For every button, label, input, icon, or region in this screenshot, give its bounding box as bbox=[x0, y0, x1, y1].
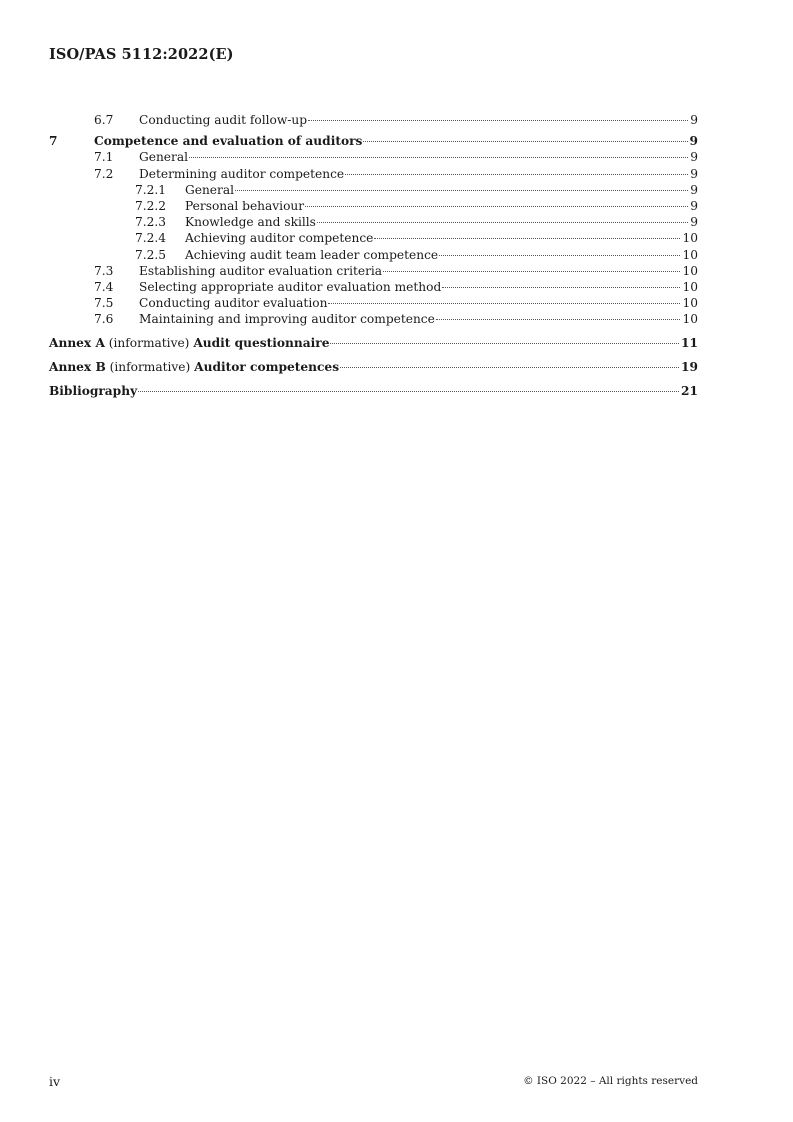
toc-title: Achieving auditor competence bbox=[185, 231, 374, 246]
toc-title: Personal behaviour bbox=[185, 198, 305, 213]
toc-page: 10 bbox=[682, 312, 698, 327]
toc-title bbox=[49, 359, 339, 375]
toc-page: 10 bbox=[682, 247, 698, 262]
toc-number: 7.2.2 bbox=[135, 198, 167, 213]
toc-entry-bibliography[interactable] bbox=[49, 383, 698, 400]
toc-entry-7-3[interactable] bbox=[49, 263, 698, 279]
dot-leader bbox=[138, 391, 679, 392]
toc-entry-7-6[interactable] bbox=[49, 311, 698, 327]
toc-title: General bbox=[185, 182, 234, 197]
toc-page: 9 bbox=[690, 150, 698, 165]
toc-page: 9 bbox=[690, 113, 698, 127]
toc-title bbox=[49, 383, 137, 399]
dot-leader bbox=[328, 303, 680, 304]
bibliography-title: Bibliography bbox=[49, 384, 138, 399]
toc-number: 6.7 bbox=[94, 113, 114, 127]
toc-page: 9 bbox=[690, 182, 698, 197]
annex-type: (informative) bbox=[109, 360, 191, 375]
toc-page: 9 bbox=[689, 134, 698, 149]
toc-page: 10 bbox=[682, 279, 698, 294]
toc-entry-7-1[interactable] bbox=[49, 149, 698, 165]
dot-leader bbox=[340, 367, 679, 368]
toc-entry-7-4[interactable] bbox=[49, 279, 698, 295]
toc-number: 7.6 bbox=[94, 312, 114, 327]
table-of-contents bbox=[49, 112, 698, 400]
toc-page: 9 bbox=[690, 198, 698, 213]
toc-entry-7-2-3[interactable] bbox=[49, 214, 698, 230]
toc-title: Competence and evaluation of auditors bbox=[94, 134, 363, 149]
toc-title bbox=[49, 335, 329, 351]
toc-entry-6-7[interactable] bbox=[49, 112, 698, 128]
toc-page: 19 bbox=[681, 360, 698, 375]
toc-number: 7.2.1 bbox=[135, 182, 167, 197]
dot-leader bbox=[345, 174, 688, 175]
annex-title: Auditor competences bbox=[194, 360, 340, 375]
document-id-header: ISO/PAS 5112:2022(E) bbox=[49, 46, 234, 63]
dot-leader bbox=[308, 120, 688, 121]
toc-page: 11 bbox=[681, 336, 698, 351]
toc-entry-7-2[interactable] bbox=[49, 166, 698, 182]
dot-leader bbox=[363, 141, 687, 142]
toc-number: 7.5 bbox=[94, 296, 114, 311]
toc-page: 9 bbox=[690, 215, 698, 230]
toc-page: 10 bbox=[682, 296, 698, 311]
toc-title: General bbox=[139, 150, 188, 165]
dot-leader bbox=[439, 255, 680, 256]
toc-page: 10 bbox=[682, 263, 698, 278]
toc-page: 10 bbox=[682, 231, 698, 246]
annex-type: (informative) bbox=[108, 336, 190, 351]
toc-entry-7-5[interactable] bbox=[49, 295, 698, 311]
toc-number: 7.2.3 bbox=[135, 215, 167, 230]
annex-label: Annex B bbox=[49, 360, 106, 375]
dot-leader bbox=[330, 343, 679, 344]
toc-number: 7.2 bbox=[94, 166, 114, 181]
dot-leader bbox=[235, 190, 688, 191]
footer-copyright: © ISO 2022 – All rights reserved bbox=[523, 1075, 698, 1087]
toc-entry-annex-b[interactable] bbox=[49, 359, 698, 376]
toc-title: Achieving audit team leader competence bbox=[185, 247, 439, 262]
annex-title: Audit questionnaire bbox=[193, 336, 330, 351]
toc-page: 21 bbox=[681, 384, 698, 399]
footer-page-number: iv bbox=[49, 1074, 61, 1089]
dot-leader bbox=[189, 157, 688, 158]
toc-entry-7[interactable] bbox=[49, 133, 698, 149]
toc-number: 7.1 bbox=[94, 150, 114, 165]
toc-entry-7-2-4[interactable] bbox=[49, 230, 698, 246]
annex-label: Annex A bbox=[49, 336, 105, 351]
toc-title: Knowledge and skills bbox=[185, 215, 316, 230]
toc-number: 7.2.4 bbox=[135, 231, 167, 246]
dot-leader bbox=[383, 271, 680, 272]
toc-title: Conducting auditor evaluation bbox=[139, 296, 328, 311]
toc-page: 9 bbox=[690, 166, 698, 181]
dot-leader bbox=[305, 206, 688, 207]
toc-number: 7.4 bbox=[94, 279, 114, 294]
toc-entry-7-2-5[interactable] bbox=[49, 247, 698, 263]
toc-title: Establishing auditor evaluation criteria bbox=[139, 263, 383, 278]
toc-title: Determining auditor competence bbox=[139, 166, 345, 181]
dot-leader bbox=[436, 319, 681, 320]
dot-leader bbox=[442, 287, 680, 288]
toc-entry-7-2-2[interactable] bbox=[49, 198, 698, 214]
toc-number: 7.2.5 bbox=[135, 247, 167, 262]
toc-title: Selecting appropriate auditor evaluation method bbox=[139, 279, 442, 294]
dot-leader bbox=[317, 222, 688, 223]
toc-number: 7 bbox=[49, 134, 58, 149]
toc-entry-7-2-1[interactable] bbox=[49, 182, 698, 198]
toc-entry-annex-a[interactable] bbox=[49, 335, 698, 352]
toc-title: Conducting audit follow-up bbox=[139, 113, 308, 127]
toc-number: 7.3 bbox=[94, 263, 114, 278]
dot-leader bbox=[374, 238, 680, 239]
toc-title: Maintaining and improving auditor competence bbox=[139, 312, 435, 327]
